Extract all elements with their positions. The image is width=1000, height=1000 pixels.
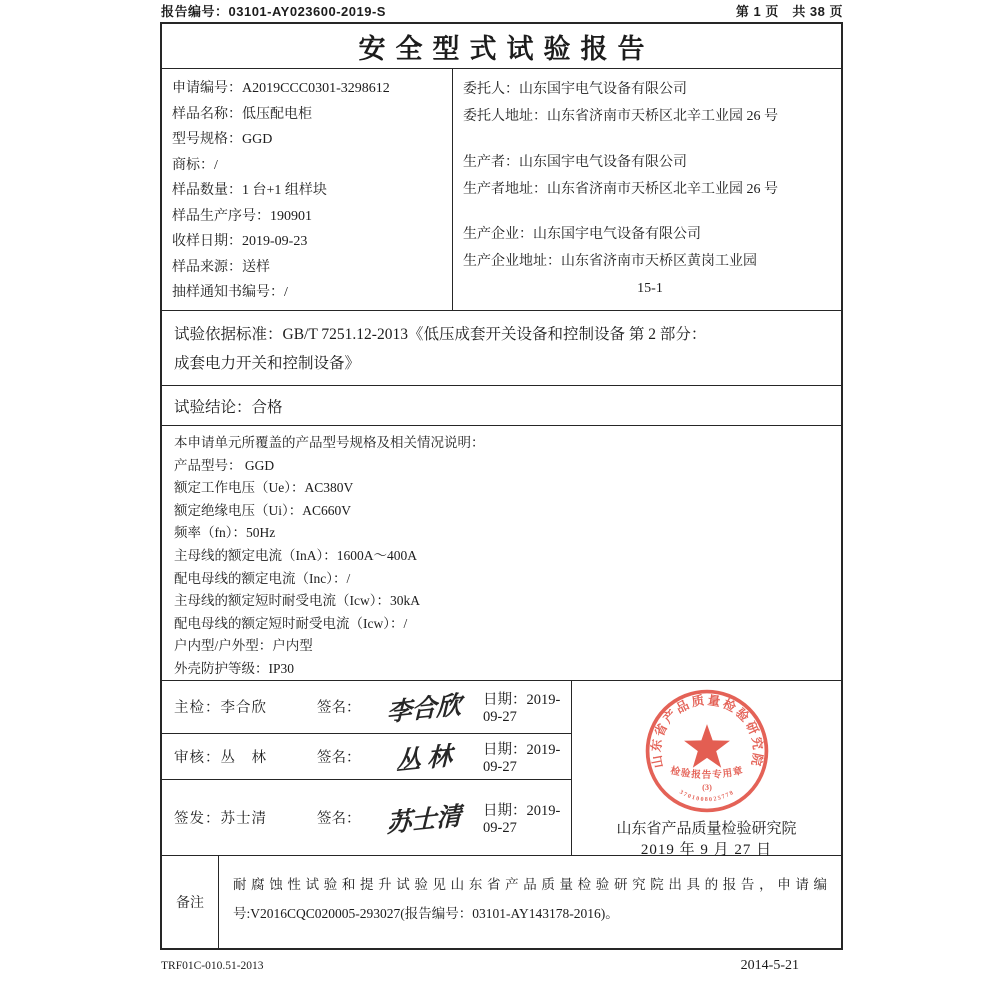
main-busbar-withstand-current: 主母线的额定短时耐受电流（Icw）：30kA [174, 593, 420, 609]
chief-inspector-row [162, 681, 571, 734]
standard-line-2: 成套电力开关和控制设备》 [174, 355, 361, 372]
reviewer-row [162, 734, 571, 781]
seal-serial-number: 3701008025778 [677, 789, 736, 804]
sample-source: 样品来源：送样 [172, 259, 270, 275]
remark-body [219, 856, 841, 948]
form-revision-date: 2014-5-21 [740, 958, 799, 973]
indoor-outdoor-type: 户内型/户外型：户内型 [174, 638, 313, 654]
seal-star-icon [684, 724, 730, 768]
report-table [160, 22, 843, 950]
client-group [463, 76, 837, 130]
sample-info-cell [162, 69, 453, 310]
manufacturer-address-line2: 15-1 [637, 281, 663, 296]
sample-info-section [162, 69, 841, 311]
product-model: 产品型号： GGD [174, 457, 275, 473]
client-address: 委托人地址：山东省济南市天桥区北辛工业园 26 号 [463, 109, 778, 124]
chief-inspector-signature: 李合欣 [386, 691, 462, 727]
distribution-busbar-rated-current: 配电母线的额定电流（Inc）：/ [174, 570, 351, 586]
sampling-notice-number: 抽样通知书编号：/ [172, 285, 288, 300]
sample-name: 样品名称：低压配电柜 [172, 106, 312, 122]
issuer-row [162, 780, 571, 855]
application-number: 申请编号：A2019CCC0301-3298612 [172, 81, 390, 96]
remark-label: 备注 [162, 856, 219, 948]
page-header [161, 0, 843, 21]
issuer-date: 日期：2019-09-27 [483, 802, 561, 836]
report-title: 安全型式试验报告 [162, 24, 841, 69]
sample-serial: 样品生产序号：190901 [172, 208, 312, 224]
manufacturer-group [463, 221, 837, 302]
reviewer-name: 审核：丛 林 [174, 750, 267, 767]
frequency: 频率（fn）：50Hz [174, 525, 276, 541]
signature-label: 签名： [317, 811, 361, 828]
seal-code: (3) [701, 783, 712, 792]
receive-date: 收样日期：2019-09-23 [172, 234, 308, 249]
page-footer [161, 953, 843, 979]
signature-label: 签名： [317, 700, 361, 717]
reviewer-date: 日期：2019-09-27 [483, 741, 561, 775]
distribution-busbar-withstand-current: 配电母线的额定短时耐受电流（Icw）：/ [174, 615, 408, 631]
form-template-number: TRF01C-010.51-2013 [161, 960, 264, 972]
signature-rows [162, 681, 572, 855]
svg-text:检验报告专用章 [669, 763, 744, 780]
page-indicator: 第 1 页 共 38 页 [735, 4, 843, 19]
inspection-seal-stamp [642, 686, 772, 816]
producer-group [463, 149, 837, 203]
producer-name: 生产者：山东国宇电气设备有限公司 [463, 154, 687, 170]
main-busbar-rated-current: 主母线的额定电流（InA）：1600A～400A [174, 547, 417, 563]
stamp-organization: 山东省产品质量检验研究院 [616, 821, 797, 837]
protection-rating: 外壳防护等级：IP30 [174, 660, 295, 676]
remark-line-2: 号:V2016CQC020005-293027(报告编号：03101-AY143178-2016)。 [233, 906, 619, 921]
chief-inspector-date: 日期：2019-09-27 [483, 691, 561, 725]
seal-ring-text: 山东省产品质量检验研究院 [648, 693, 765, 770]
remark-section [162, 856, 841, 948]
report-number: 报告编号：03101-AY023600-2019-S [161, 4, 386, 19]
standard-line-1: 试验依据标准：GB/T 7251.12-2013《低压成套开关设备和控制设备 第 2 部分： [174, 326, 707, 343]
reviewer-signature: 丛 林 [396, 742, 452, 776]
model-spec: 型号规格：GGD [172, 132, 273, 147]
trademark: 商标：/ [172, 157, 218, 173]
manufacturer-name: 生产企业：山东国宇电气设备有限公司 [463, 227, 701, 242]
signature-label: 签名： [317, 750, 361, 767]
producer-address: 生产者地址：山东省济南市天桥区北辛工业园 26 号 [463, 181, 778, 197]
sample-quantity: 样品数量：1 台+1 组样块 [172, 183, 327, 198]
remark-line-1: 耐腐蚀性试验和提升试验见山东省产品质量检验研究院出具的报告，申请编 [233, 877, 827, 892]
conclusion-text: 试验结论：合格 [174, 398, 283, 416]
test-standard-section [162, 311, 841, 386]
stamp-cell [572, 681, 841, 858]
rated-insulation-voltage: 额定绝缘电压（Ui）：AC660V [174, 502, 352, 518]
test-conclusion-section [162, 386, 841, 426]
issuer-signature: 苏士清 [386, 802, 462, 838]
product-specs-section [162, 426, 841, 681]
client-name: 委托人：山东国宇电气设备有限公司 [463, 82, 687, 97]
seal-banner-text: 检验报告专用章 [668, 765, 745, 781]
manufacturer-address: 生产企业地址：山东省济南市天桥区黄岗工业园 [463, 254, 757, 269]
issuer-name: 签发：苏士清 [174, 811, 267, 828]
rated-working-voltage: 额定工作电压（Ue）：AC380V [174, 480, 354, 496]
client-info-cell [453, 69, 841, 310]
chief-inspector-name: 主检：李合欣 [174, 700, 267, 717]
signoff-section [162, 681, 841, 856]
specs-intro: 本申请单元所覆盖的产品型号规格及相关情况说明： [174, 435, 485, 450]
stamp-date: 2019 年 9 月 27 日 [640, 842, 773, 858]
